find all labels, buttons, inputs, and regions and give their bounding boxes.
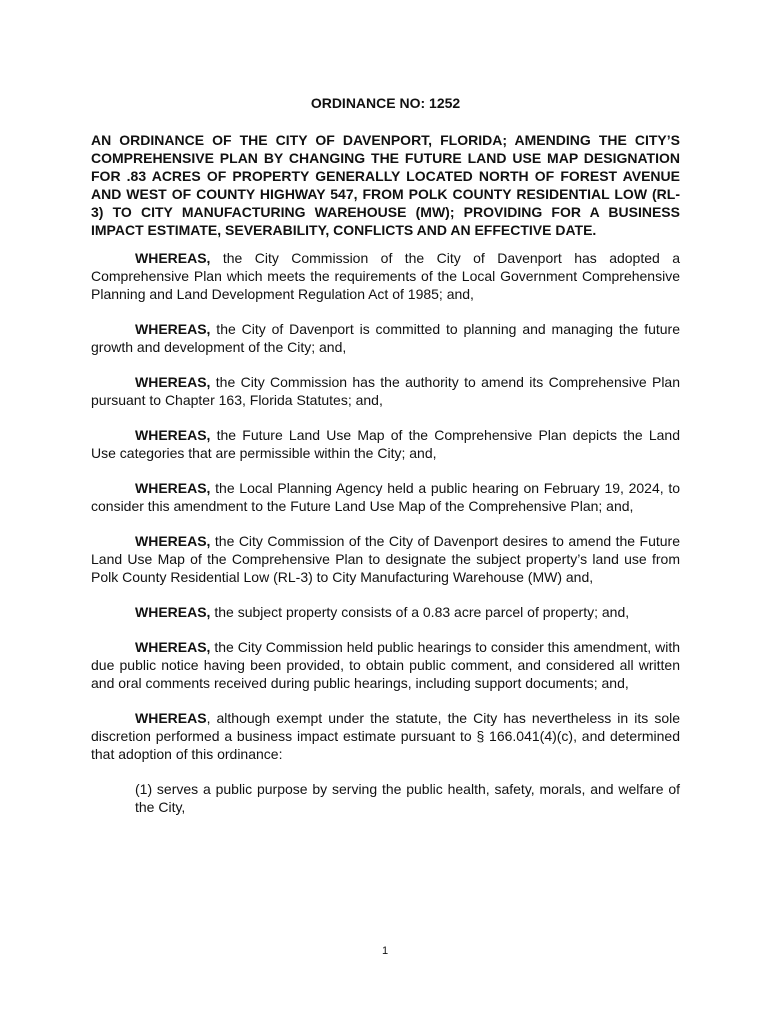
whereas-clause-3 [91, 373, 680, 409]
clause-text: the subject property consists of a 0.83 acre parcel of property; and, [210, 604, 630, 620]
clause-keyword: WHEREAS, [135, 250, 211, 266]
clause-keyword: WHEREAS, [135, 639, 211, 655]
clause-text: the City Commission held public hearings to consider this amendment, with due public notice having been provided, to obtain public comment, and considered all written and oral comments received during public hearings, including support documents; and, [91, 639, 680, 691]
clause-keyword: WHEREAS, [135, 480, 211, 496]
page-number: 1 [381, 945, 389, 957]
ordinance-title: ORDINANCE NO: 1252 [310, 95, 461, 111]
whereas-clause-5 [91, 479, 680, 515]
document-body [91, 94, 680, 816]
whereas-clause-6 [91, 532, 680, 586]
clause-text: the Future Land Use Map of the Comprehensive Plan depicts the Land Use categories that are permissible within the City; and, [91, 427, 680, 461]
clause-text: the City Commission of the City of Davenport desires to amend the Future Land Use Map of the Comprehensive Plan to designate the subject property’s land use from Polk County Residential Low (RL-3) to City Manufacturing Warehouse (MW) and, [91, 533, 680, 585]
list-item-1: (1) serves a public purpose by serving the public health, safety, morals, and welfare of the City, [135, 781, 680, 815]
ordinance-heading: AN ORDINANCE OF THE CITY OF DAVENPORT, FLORIDA; AMENDING THE CITY’S COMPREHENSIVE PLAN BY CHANGING THE FUTURE LAND USE MAP DESIGNATION FOR .83 ACRES OF PROPERTY GENERALLY LOCATED NORTH OF FOREST AVENUE AND WEST OF COUNTY HIGHWAY 547, FROM POLK COUNTY RESIDENTIAL LOW (RL-3) TO CITY MANUFACTURING WAREHOUSE (MW); PROVIDING FOR A BUSINESS IMPACT ESTIMATE, SEVERABILITY, CONFLICTS AND AN EFFECTIVE DATE. [91, 132, 680, 238]
whereas-clause-8 [91, 638, 680, 692]
clause-keyword: WHEREAS, [135, 321, 211, 337]
clause-keyword: WHEREAS, [135, 427, 211, 443]
clause-text: the City Commission of the City of Davenport has adopted a Comprehensive Plan which meets the requirements of the Local Government Comprehensive Planning and Land Development Regulation Act of 1985; and, [91, 250, 680, 302]
whereas-clause-7 [91, 603, 680, 621]
whereas-clause-1 [91, 249, 680, 303]
clause-text: the Local Planning Agency held a public hearing on February 19, 2024, to consider this amendment to the Future Land Use Map of the Comprehensive Plan; and, [91, 480, 680, 514]
whereas-clause-2 [91, 320, 680, 356]
clause-keyword: WHEREAS, [135, 374, 211, 390]
whereas-clause-4 [91, 426, 680, 462]
clause-keyword: WHEREAS, [135, 533, 211, 549]
clause-text: the City of Davenport is committed to planning and managing the future growth and development of the City; and, [91, 321, 680, 355]
clause-keyword: WHEREAS, [135, 604, 211, 620]
clause-text: the City Commission has the authority to amend its Comprehensive Plan pursuant to Chapter 163, Florida Statutes; and, [91, 374, 680, 408]
clause-text: , although exempt under the statute, the City has nevertheless in its sole discretion performed a business impact estimate pursuant to § 166.041(4)(c), and determined that adoption of this ordinance: [91, 710, 680, 762]
clause-keyword: WHEREAS [135, 710, 207, 726]
whereas-clause-9 [91, 709, 680, 763]
